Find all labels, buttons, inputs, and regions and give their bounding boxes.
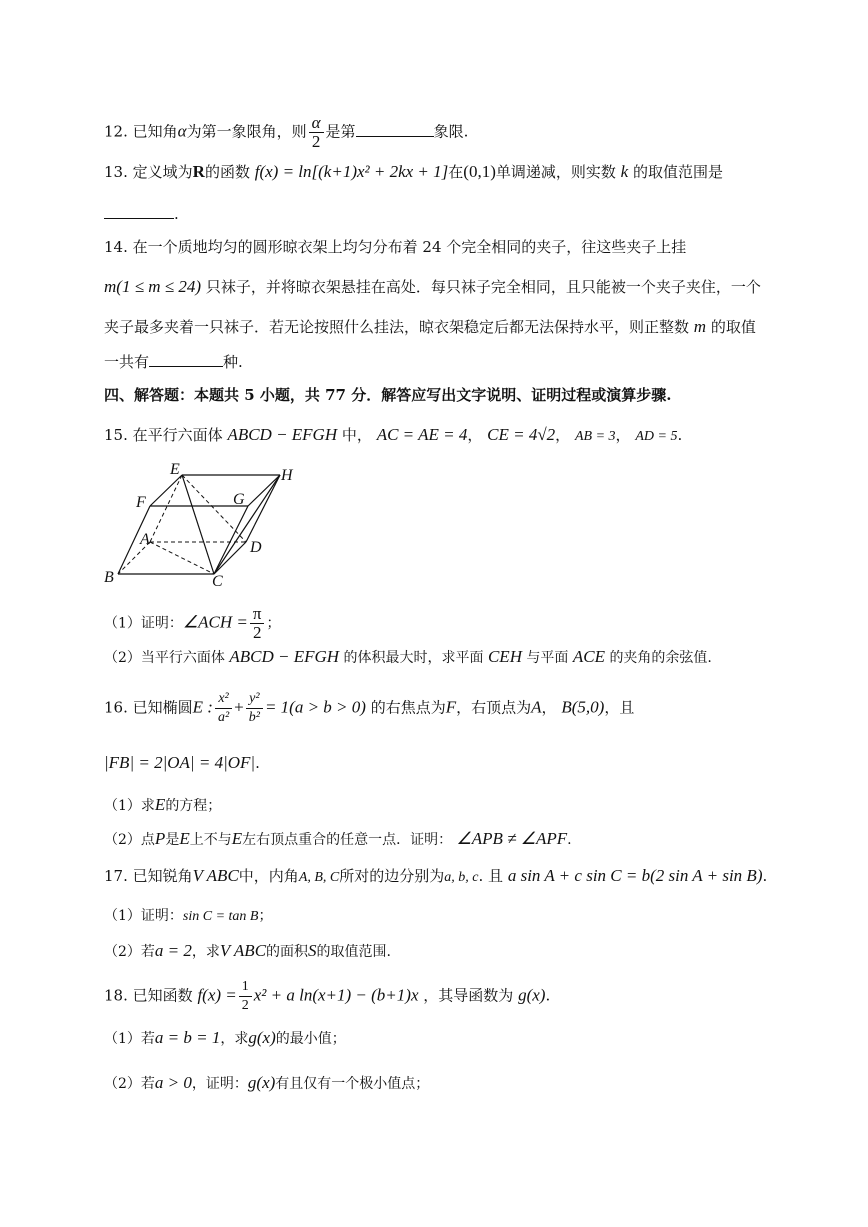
section-heading: 四、解答题：本题共 5 小题，共 77 分．解答应写出文字说明、证明过程或演算步骤. xyxy=(104,386,672,404)
x-over-a: $\frac{\text{x²}}{\text{a²}}$ xyxy=(215,690,232,727)
question-16-condition: |FB| = 2|OA| = 4|OF|. xyxy=(104,753,260,772)
question-16: 16. 已知椭圆E : $\frac{\text{x²}}{\text{a²}}$ + $\frac{\text{y²}}{\text{b²}}$ = 1(a > b > 0) 的右焦点为F，右顶点为A， B(5,0)，且 xyxy=(104,691,635,725)
question-14-line-3: 夹子最多夹着一只袜子．若无论按照什么挂法，晾衣架稳定后都无法保持水平，则正整数 m 的取值 xyxy=(104,317,756,336)
question-14-line-4: 一共有 种. xyxy=(104,350,243,373)
question-number: 12. xyxy=(104,122,128,141)
question-16-part-2: （2）点P是E上不与E左右顶点重合的任意一点．证明： ∠APB ≠ ∠APF. xyxy=(104,829,572,848)
question-15-part-1: （1）证明：∠ACH = $\frac{\pi}{2}$ ； xyxy=(104,604,281,642)
question-15: 15. 在平行六面体 ABCD − EFGH 中， AC = AE = 4， CE = 4√2， AB = 3， AD = 5. xyxy=(104,425,683,444)
one-half: $\frac{1}{2}$ xyxy=(239,978,252,1015)
question-14: 14. 在一个质地均匀的圆形晾衣架上均匀分布着 24 个完全相同的夹子，往这些夹子上挂 xyxy=(104,238,687,256)
question-18-part-2: （2）若a > 0，证明：g(x)有且仅有一个极小值点； xyxy=(104,1073,430,1092)
vertex-label-A: A xyxy=(140,531,150,548)
vertex-label-G: G xyxy=(233,491,245,508)
parallelepiped-figure xyxy=(100,462,300,590)
question-16-part-1: （1）求E的方程； xyxy=(104,795,222,814)
question-12: 12. 已知角α为第一象限角，则 $\frac{\alpha}{2}$ 是第 象限. xyxy=(104,113,469,151)
question-15-part-2: （2）当平行六面体 ABCD − EFGH 的体积最大时，求平面 CEH 与平面 ACE 的夹角的余弦值. xyxy=(104,647,712,666)
question-17-part-2: （2）若a = 2，求V ABC的面积S的取值范围. xyxy=(104,941,391,960)
y-over-b: $\frac{\text{y²}}{\text{b²}}$ xyxy=(246,690,263,727)
vertex-label-E: E xyxy=(170,462,180,478)
vertex-label-H: H xyxy=(281,467,293,484)
vertex-label-C: C xyxy=(212,573,223,590)
alpha-over-2: $\frac{\alpha}{2}$ xyxy=(309,114,324,151)
vertex-label-F: F xyxy=(136,494,146,511)
vertex-label-B: B xyxy=(104,569,114,586)
question-13-answer: . xyxy=(104,202,179,225)
question-17-part-1: （1）证明：sin C = tan B； xyxy=(104,908,273,924)
function-formula: f(x) = ln[(k+1)x² + 2kx + 1] xyxy=(254,162,449,181)
answer-blank xyxy=(149,350,223,367)
answer-blank xyxy=(104,202,174,219)
question-17: 17. 已知锐角V ABC中，内角A, B, C所对的边分别为a, b, c. 且 a sin A + c sin C = b(2 sin A + sin B). xyxy=(104,866,768,885)
vertex-label-D: D xyxy=(250,539,262,556)
question-18: 18. 已知函数 f(x) = $\frac{1}{2}$ x² + a ln(x+1) − (b+1)x ，其导函数为 g(x). xyxy=(104,979,551,1013)
question-14-line-2: m(1 ≤ m ≤ 24) 只袜子，并将晾衣架悬挂在高处．每只袜子完全相同，且只能被一个夹子夹住，一个 xyxy=(104,277,761,296)
question-18-part-1: （1）若a = b = 1，求g(x)的最小值； xyxy=(104,1028,346,1047)
pi-over-2: $\frac{\pi}{2}$ xyxy=(250,605,265,642)
answer-blank xyxy=(356,120,434,137)
question-13: 13. 定义域为R的函数 f(x) = ln[(k+1)x² + 2kx + 1]在(0,1)单调递减，则实数 k 的取值范围是 xyxy=(104,162,724,181)
